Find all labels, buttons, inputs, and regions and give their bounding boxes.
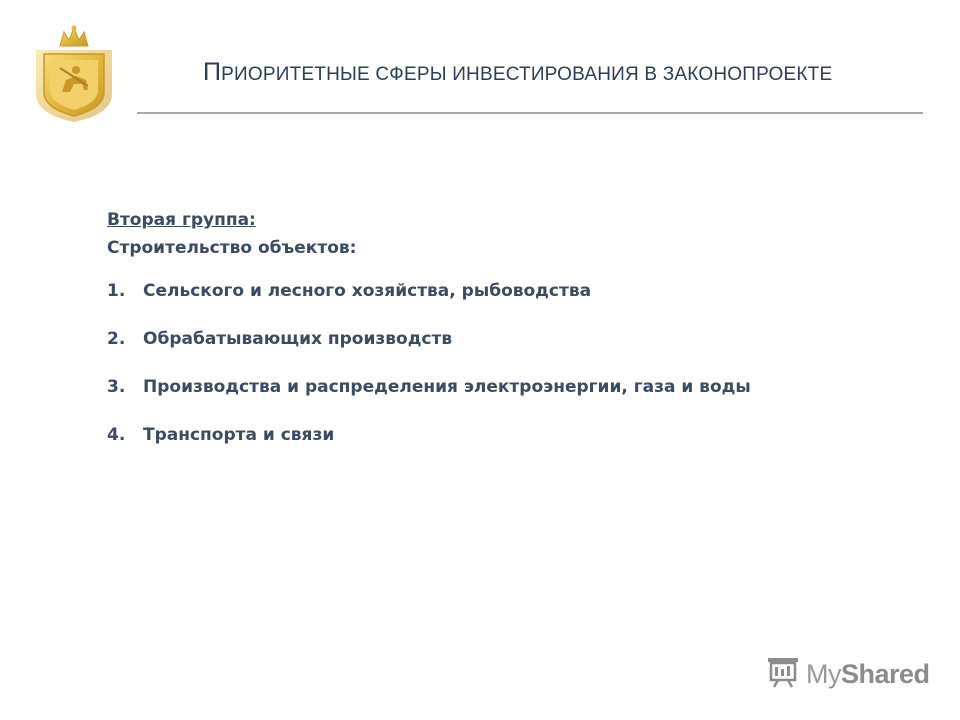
presentation-board-icon [766, 656, 800, 693]
list-item [107, 376, 907, 424]
list-item [107, 424, 907, 472]
list-item-number: 1. [107, 281, 126, 301]
items-list [107, 280, 907, 472]
title-first-letter: П [203, 58, 222, 86]
list-item-text: Обрабатывающих производств [143, 329, 453, 349]
coat-of-arms-icon [30, 24, 118, 124]
slide-body [107, 206, 907, 472]
group-label: Вторая группа: [107, 210, 256, 230]
list-item-text: Производства и распределения электроэнергии, газа и воды [143, 377, 751, 397]
page-title [203, 58, 832, 87]
title-rest: РИОРИТЕТНЫЕ СФЕРЫ ИНВЕСТИРОВАНИЯ В ЗАКОНОПРОЕКТЕ [221, 64, 833, 85]
list-item [107, 328, 907, 376]
title-divider [137, 112, 923, 114]
list-item-number: 3. [107, 377, 126, 397]
list-item-number: 2. [107, 329, 126, 349]
watermark [766, 654, 930, 694]
subheading: Строительство объектов: [107, 238, 357, 258]
watermark-text [806, 659, 930, 690]
list-item-number: 4. [107, 425, 126, 445]
watermark-text-bold: Shared [841, 658, 930, 689]
list-item-text: Сельского и лесного хозяйства, рыбоводства [143, 281, 592, 301]
list-item [107, 280, 907, 328]
watermark-text-light: My [806, 658, 841, 689]
list-item-text: Транспорта и связи [143, 425, 335, 445]
